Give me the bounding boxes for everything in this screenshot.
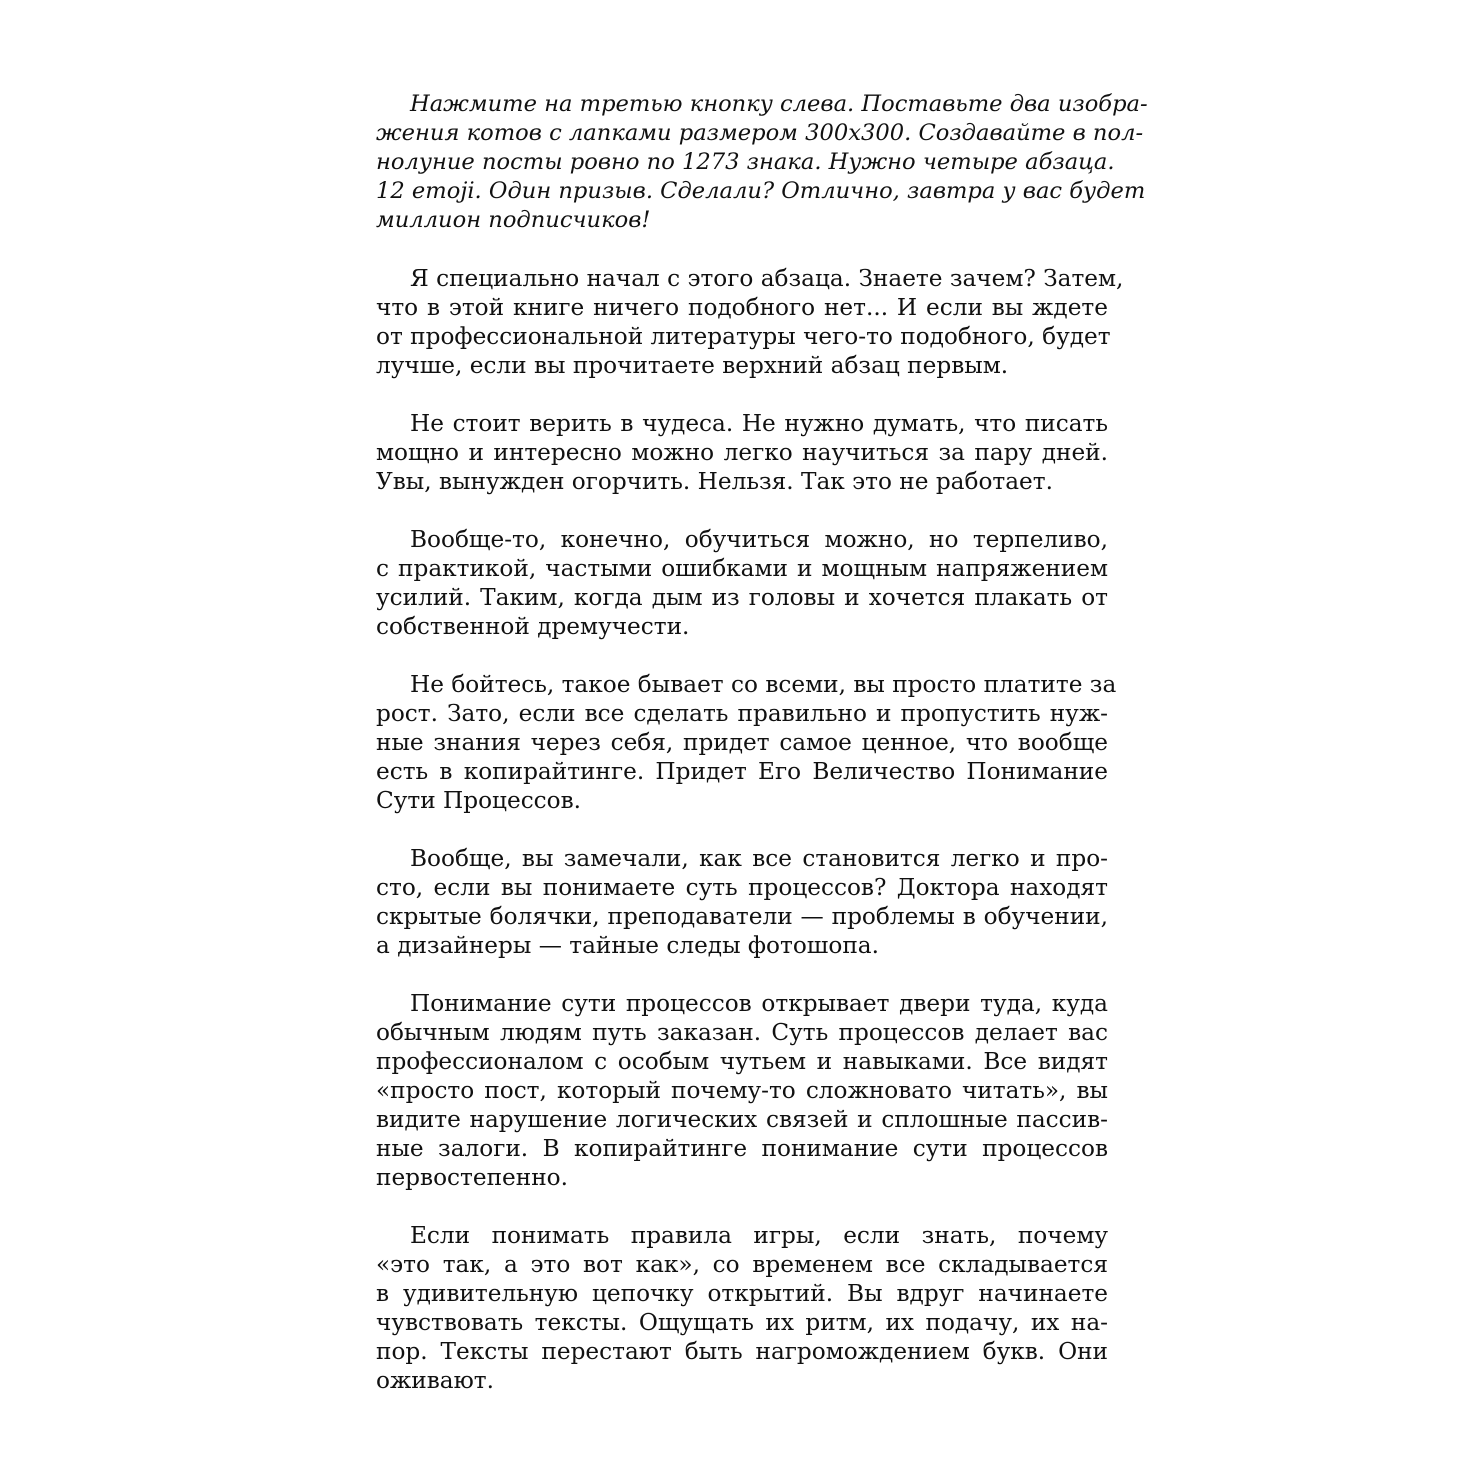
text-line: 12 emoji. Один призыв. Сделали? Отлично, завтра у вас будет [376,178,1146,204]
paragraph-2 [376,409,1108,496]
text-line: в удивительную цепочку открытий. Вы вдруг начинаете [376,1280,1108,1307]
text-line: Я специально начал с этого абзаца. Знаете зачем? Затем, [410,265,1124,292]
text-line: чувствовать тексты. Ощущать их ритм, их подачу, их на- [376,1309,1108,1336]
text-line: скрытые болячки, преподаватели — проблемы в обучении, [376,903,1108,930]
paragraph-7 [376,1221,1108,1395]
text-line: жения котов с лапками размером 300х300. Создавайте в пол- [376,120,1144,146]
text-line: Вообще-то, конечно, обучиться можно, но терпеливо, [410,526,1108,553]
text-line: первостепенно. [376,1164,568,1191]
text-line: «это так, а это вот как», со временем все складывается [376,1251,1108,1278]
paragraph-5 [376,844,1108,960]
text-line: «просто пост, который почему-то сложновато читать», вы [376,1077,1108,1104]
text-line: Сути Процессов. [376,787,582,814]
text-line: лучше, если вы прочитаете верхний абзац первым. [376,352,1009,379]
text-line: есть в копирайтинге. Придет Его Величество Понимание [376,758,1108,785]
book-page [376,90,1148,1424]
text-line: миллион подписчиков! [376,207,651,233]
text-line: нолуние посты ровно по 1273 знака. Нужно четыре абзаца. [376,149,1115,175]
paragraph-4 [376,670,1117,815]
text-line: Вообще, вы замечали, как все становится легко и про- [410,845,1108,872]
text-line: что в этой книге ничего подобного нет... И если вы ждете [376,294,1108,321]
text-line: Нажмите на третью кнопку слева. Поставьте два изобра- [410,91,1148,117]
text-line: собственной дремучести. [376,613,690,640]
text-line: Не стоит верить в чудеса. Не нужно думать, что писать [410,410,1108,437]
text-line: Если понимать правила игры, если знать, почему [410,1222,1108,1249]
text-line: пор. Тексты перестают быть нагромождением букв. Они [376,1338,1108,1365]
text-line: усилий. Таким, когда дым из головы и хочется плакать от [376,584,1108,611]
text-line: рост. Зато, если все сделать правильно и пропустить нуж- [376,700,1108,727]
text-line: оживают. [376,1367,495,1394]
text-line: Не бойтесь, такое бывает со всеми, вы просто платите за [410,671,1117,698]
text-line: от профессиональной литературы чего-то подобного, будет [376,323,1111,350]
text-line: сто, если вы понимаете суть процессов? Доктора находят [376,874,1108,901]
text-line: видите нарушение логических связей и сплошные пассив- [376,1106,1108,1133]
text-line: Увы, вынужден огорчить. Нельзя. Так это не работает. [376,468,1053,495]
paragraph-6 [376,989,1108,1192]
paragraph-1 [376,264,1124,380]
text-line: ные залоги. В копирайтинге понимание сути процессов [376,1135,1108,1162]
text-line: Понимание сути процессов открывает двери туда, куда [410,990,1108,1017]
intro-paragraph [376,90,1148,235]
text-line: ные знания через себя, придет самое ценное, что вообще [376,729,1108,756]
text-line: профессионалом с особым чутьем и навыками. Все видят [376,1048,1108,1075]
text-line: а дизайнеры — тайные следы фотошопа. [376,932,879,959]
text-line: с практикой, частыми ошибками и мощным напряжением [376,555,1108,582]
text-line: мощно и интересно можно легко научиться за пару дней. [376,439,1108,466]
text-line: обычным людям путь заказан. Суть процессов делает вас [376,1019,1108,1046]
paragraph-3 [376,525,1108,641]
